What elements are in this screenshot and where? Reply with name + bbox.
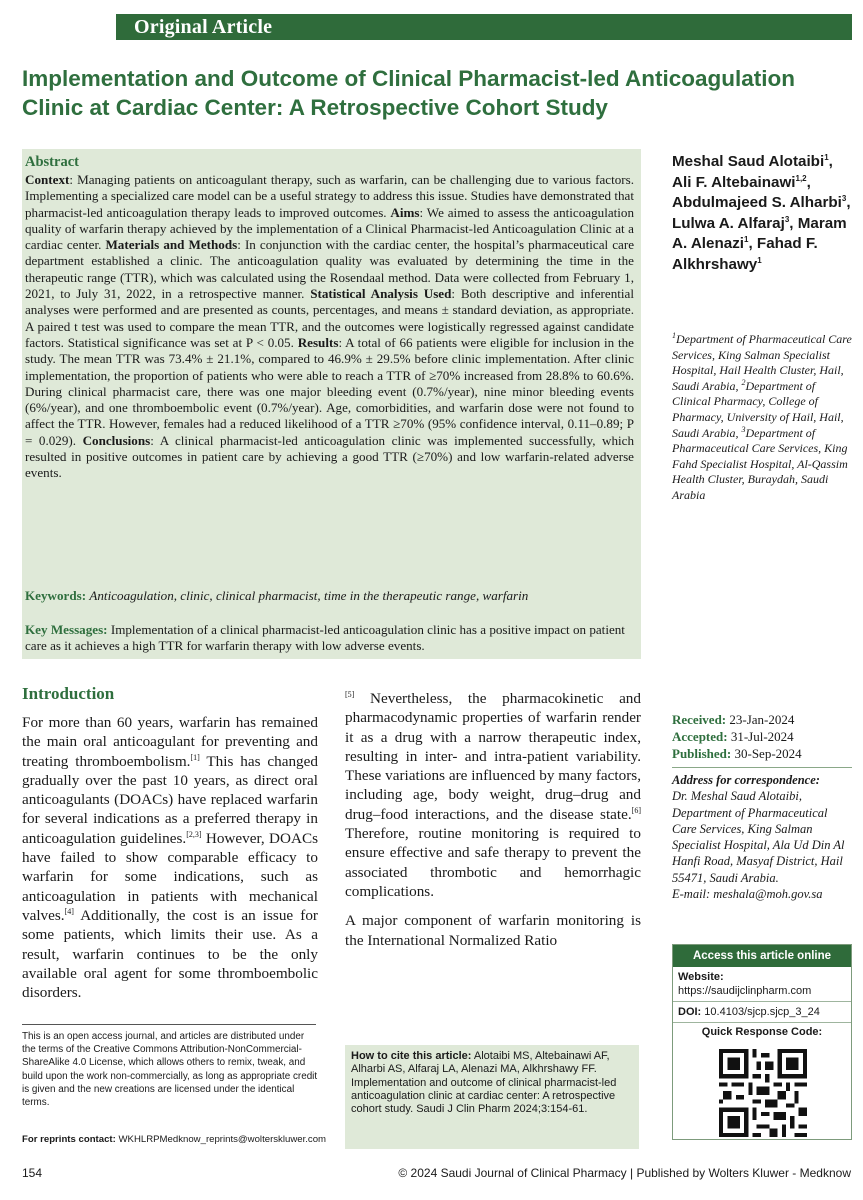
body-text: Nevertheless, the pharmacokinetic and pharmacodynamic properties of warfarin render it as a drug with a narrow therapeutic index, resulting in inter- and intra-patient variability. These variations are influenced by many factors, including age, body weight, drug–drug and drug–food interactions, and the disease state.	[345, 690, 641, 823]
author-name: Ali F. Altebainawi	[672, 173, 796, 191]
aims-label: Aims	[390, 204, 420, 220]
author-sup: 1	[757, 255, 762, 265]
doi-row	[673, 1002, 851, 1023]
citation-box	[345, 1045, 639, 1149]
methods-label: Materials and Methods	[105, 237, 238, 253]
correspondence-address: Dr. Meshal Saud Alotaibi, Department of Pharmaceutical Care Services, King Salman Specialist Hospital, Ala Ud Din Al Hanfi Road, Masyaf District, Hail 55471, Saudi Arabia.	[672, 789, 845, 885]
body-paragraph	[22, 713, 318, 1002]
article-dates	[672, 711, 852, 762]
affil-sup: 1	[672, 331, 676, 340]
access-box	[672, 944, 852, 1140]
author-name: Abdulmajeed S. Alharbi	[672, 194, 842, 211]
citation-link[interactable]: [1]	[190, 752, 200, 762]
key-messages-text: Implementation of a clinical pharmacist-led anticoagulation clinic has a positive impact on patient care as it achieves a high TTR for warfarin therapy with low adverse events.	[25, 622, 625, 654]
footer-copyright: © 2024 Saudi Journal of Clinical Pharmacy | Published by Wolters Kluwer - Medknow	[398, 1166, 851, 1180]
divider	[672, 767, 852, 768]
context-label: Context	[25, 172, 70, 187]
key-messages-label: Key Messages:	[25, 622, 108, 637]
received-value: 23-Jan-2024	[729, 712, 795, 727]
citation-link[interactable]: [6]	[631, 805, 641, 815]
doi-link[interactable]: 10.4103/sjcp.sjcp_3_24	[704, 1006, 820, 1018]
author-sup: 1	[824, 152, 829, 162]
abstract-body	[25, 172, 634, 482]
received-label: Received:	[672, 712, 727, 727]
divider	[22, 1024, 316, 1025]
keywords	[25, 588, 635, 604]
author-sup: 1,2	[795, 173, 807, 183]
published-date	[672, 745, 852, 762]
open-access-note: This is an open access journal, and articles are distributed under the terms of the Creative Commons Attribution-NonCommercial-ShareAlike 4.0 License, which allows others to remix, tweak, and build upon the work non-commercially, as long as appropriate credit is given and the new creations are licensed under the identical terms.	[22, 1031, 318, 1109]
correspondence	[672, 772, 852, 902]
citation-link[interactable]: [4]	[64, 906, 74, 916]
author-list: Meshal Saud Alotaibi$^1$, Ali F. Altebainawi$^{1,2}$, Abdulmajeed S. Alharbi$^3$, Lulwa A. Alfaraj$^3$, Maram A. Alenazi$^1$, Fahad F. Alkhrshawy$^1$	[672, 152, 851, 273]
conclusions-label: Conclusions	[82, 432, 151, 448]
body-text: However, DOACs have failed to show comparable efficacy to warfarin for some indications, such as anticoagulation in patients with mechanical valves.	[22, 829, 318, 924]
body-paragraph: A major component of warfarin monitoring is the International Normalized Ratio	[345, 912, 641, 949]
qr-code-icon[interactable]	[719, 1049, 807, 1137]
reprints-label: For reprints contact:	[22, 1134, 116, 1145]
affiliation: Department of Clinical Pharmacy, College of Pharmacy, University of Hail, Hail, Saudi Arabia,	[672, 378, 844, 440]
key-messages	[25, 622, 635, 655]
stats-text: : Both descriptive and inferential analyses were performed and are presented as counts, percentages, and means ± standard deviation, as appropriate. A paired t test was used to compare the mean TTR, and the outcomes were logistically regressed against candidate factors. Statistical significance was set at P < 0.05.	[25, 286, 634, 350]
keywords-text: Anticoagulation, clinic, clinical pharmacist, time in the therapeutic range, warfarin	[89, 588, 529, 603]
affiliation: Department of Pharmaceutical Care Services, King Fahd Specialist Hospital, Al-Qassim Health Cluster, Buraydah, Saudi Arabia	[672, 425, 848, 502]
author-sup: 3	[784, 214, 790, 224]
citation-link[interactable]: [2,3]	[186, 829, 202, 839]
affil-sup: 3	[741, 424, 746, 434]
introduction-heading: Introduction	[22, 684, 115, 703]
citation-link[interactable]: [5]	[345, 689, 355, 699]
context-text: : Managing patients on anticoagulant therapy, such as warfarin, can be challenging due to various factors. Implementing a specialized care model can be a useful strategy to address this issue. Studies have demonstrated that pharmacist-led anticoagulation therapy leads to improved outcomes.	[25, 172, 634, 220]
author-name: Fahad F. Alkhrshawy	[672, 235, 818, 273]
reprints-contact	[22, 1134, 342, 1145]
stats-label: Statistical Analysis Used	[310, 286, 452, 302]
cite-label: How to cite this article:	[351, 1050, 472, 1062]
conclusions-text: : A clinical pharmacist-led anticoagulation clinic was implemented successfully, which resulted in positive outcomes in patient care by achieving a good TTR (≥70%) and low warfarin-related adverse events.	[25, 432, 635, 481]
published-value: 30-Sep-2024	[734, 746, 802, 761]
author-name: Meshal Saud Alotaibi	[672, 153, 825, 170]
author-sup: 3	[841, 193, 847, 203]
website-label: Website:	[678, 971, 724, 983]
accepted-date	[672, 728, 852, 745]
author-sup: 1	[744, 234, 749, 244]
body-paragraph	[345, 689, 641, 901]
body-text: For more than 60 years, warfarin has remained the main oral anticoagulant for preventing and treating thromboembolism.	[22, 714, 318, 770]
received-date	[672, 711, 852, 728]
abstract-box	[22, 149, 641, 659]
doi-label: DOI:	[678, 1006, 702, 1018]
correspondence-email[interactable]: E-mail: meshala@moh.gov.sa	[672, 887, 823, 902]
accepted-value: 31-Jul-2024	[730, 729, 794, 744]
author-name: Lulwa A. Alfaraj	[672, 214, 785, 232]
aims-text: : We aimed to assess the anticoagulation quality of warfarin therapy achieved by the implementation of a Clinical Pharmacist-led Anticoagulation Clinic at a cardiac center.	[25, 204, 635, 253]
results-text: : A total of 66 patients were eligible for inclusion in the study. The mean TTR was 73.4% ± 21.1%, compared to 46.9% ± 29.5% before clinic implementation. After clinic implementation, the proportion of patients who were able to reach a TTR of ≥70% increased from 28.8% to 60.6%. During clinical pharmacist care, there was one major bleeding event (0.7%/year), nine minor bleeding events (6%/year), and one thromboembolic event (0.7%/year). Age, comorbidities, and warfarin dose were not found to affect the TTR. However, females had a reduced likelihood of a TTR ≥70% (95% confidence interval, 0.11–0.89; P = 0.029).	[25, 334, 634, 448]
author-name: Maram A. Alenazi	[672, 214, 847, 252]
abstract-heading: Abstract	[25, 154, 79, 170]
cite-text: Alotaibi MS, Altebainawi AF, Alharbi AS, Alfaraj LA, Alenazi MA, Alkhrshawy FF. Implementation and outcome of clinical pharmacist-led anticoagulation clinic at cardiac center: A retrospective cohort study. Saudi J Clin Pharm 2024;3:154-61.	[351, 1050, 617, 1116]
section-label: Original Article	[134, 15, 273, 38]
body-column-left	[22, 713, 318, 1002]
correspondence-label: Address for correspondence:	[672, 773, 820, 787]
access-heading: Access this article online	[673, 945, 851, 967]
qr-label: Quick Response Code:	[701, 1026, 823, 1038]
reprints-email[interactable]: WKHLRPMedknow_reprints@wolterskluwer.com	[118, 1134, 327, 1145]
accepted-label: Accepted:	[672, 729, 728, 744]
keywords-label: Keywords:	[25, 588, 87, 603]
results-label: Results	[297, 334, 339, 350]
affiliations	[672, 332, 852, 504]
affiliation: Department of Pharmaceutical Care Services, King Salman Specialist Hospital, Hail Health Cluster, Hail, Saudi Arabia,	[672, 332, 852, 393]
affil-sup: 2	[741, 377, 746, 387]
article-title: Implementation and Outcome of Clinical Pharmacist-led Anticoagulation Clinic at Cardiac Center: A Retrospective Cohort Study	[22, 66, 796, 120]
page-number: 154	[22, 1166, 43, 1180]
website-link[interactable]: https://saudijclinpharm.com	[678, 985, 812, 997]
body-text: Additionally, the cost is an issue for some patients, which limits their use. As a result, warfarin continues to be the only available oral agent for some thromboembolic disorders.	[22, 906, 318, 1002]
body-text: This has changed gradually over the past 10 years, as direct oral anticoagulants (DOACs) have replaced warfarin for several indications as a preferred therapy in anticoagulation guidelines.	[22, 752, 318, 847]
body-text: Therefore, routine monitoring is required to ensure effective and safe therapy to prevent the associated thrombotic and hemorrhagic complications.	[345, 825, 641, 900]
body-column-middle	[345, 689, 641, 950]
published-label: Published:	[672, 746, 732, 761]
methods-text: : In conjunction with the cardiac center, the hospital’s pharmaceutical care department established a clinic. The anticoagulation quality was evaluated by determining the time in the therapeutic range (TTR), which was calculated using the Rosendaal method. Data were collected from February 1, 2021, to July 31, 2022, in a retrospective manner.	[25, 237, 634, 302]
website-row	[673, 967, 851, 1002]
